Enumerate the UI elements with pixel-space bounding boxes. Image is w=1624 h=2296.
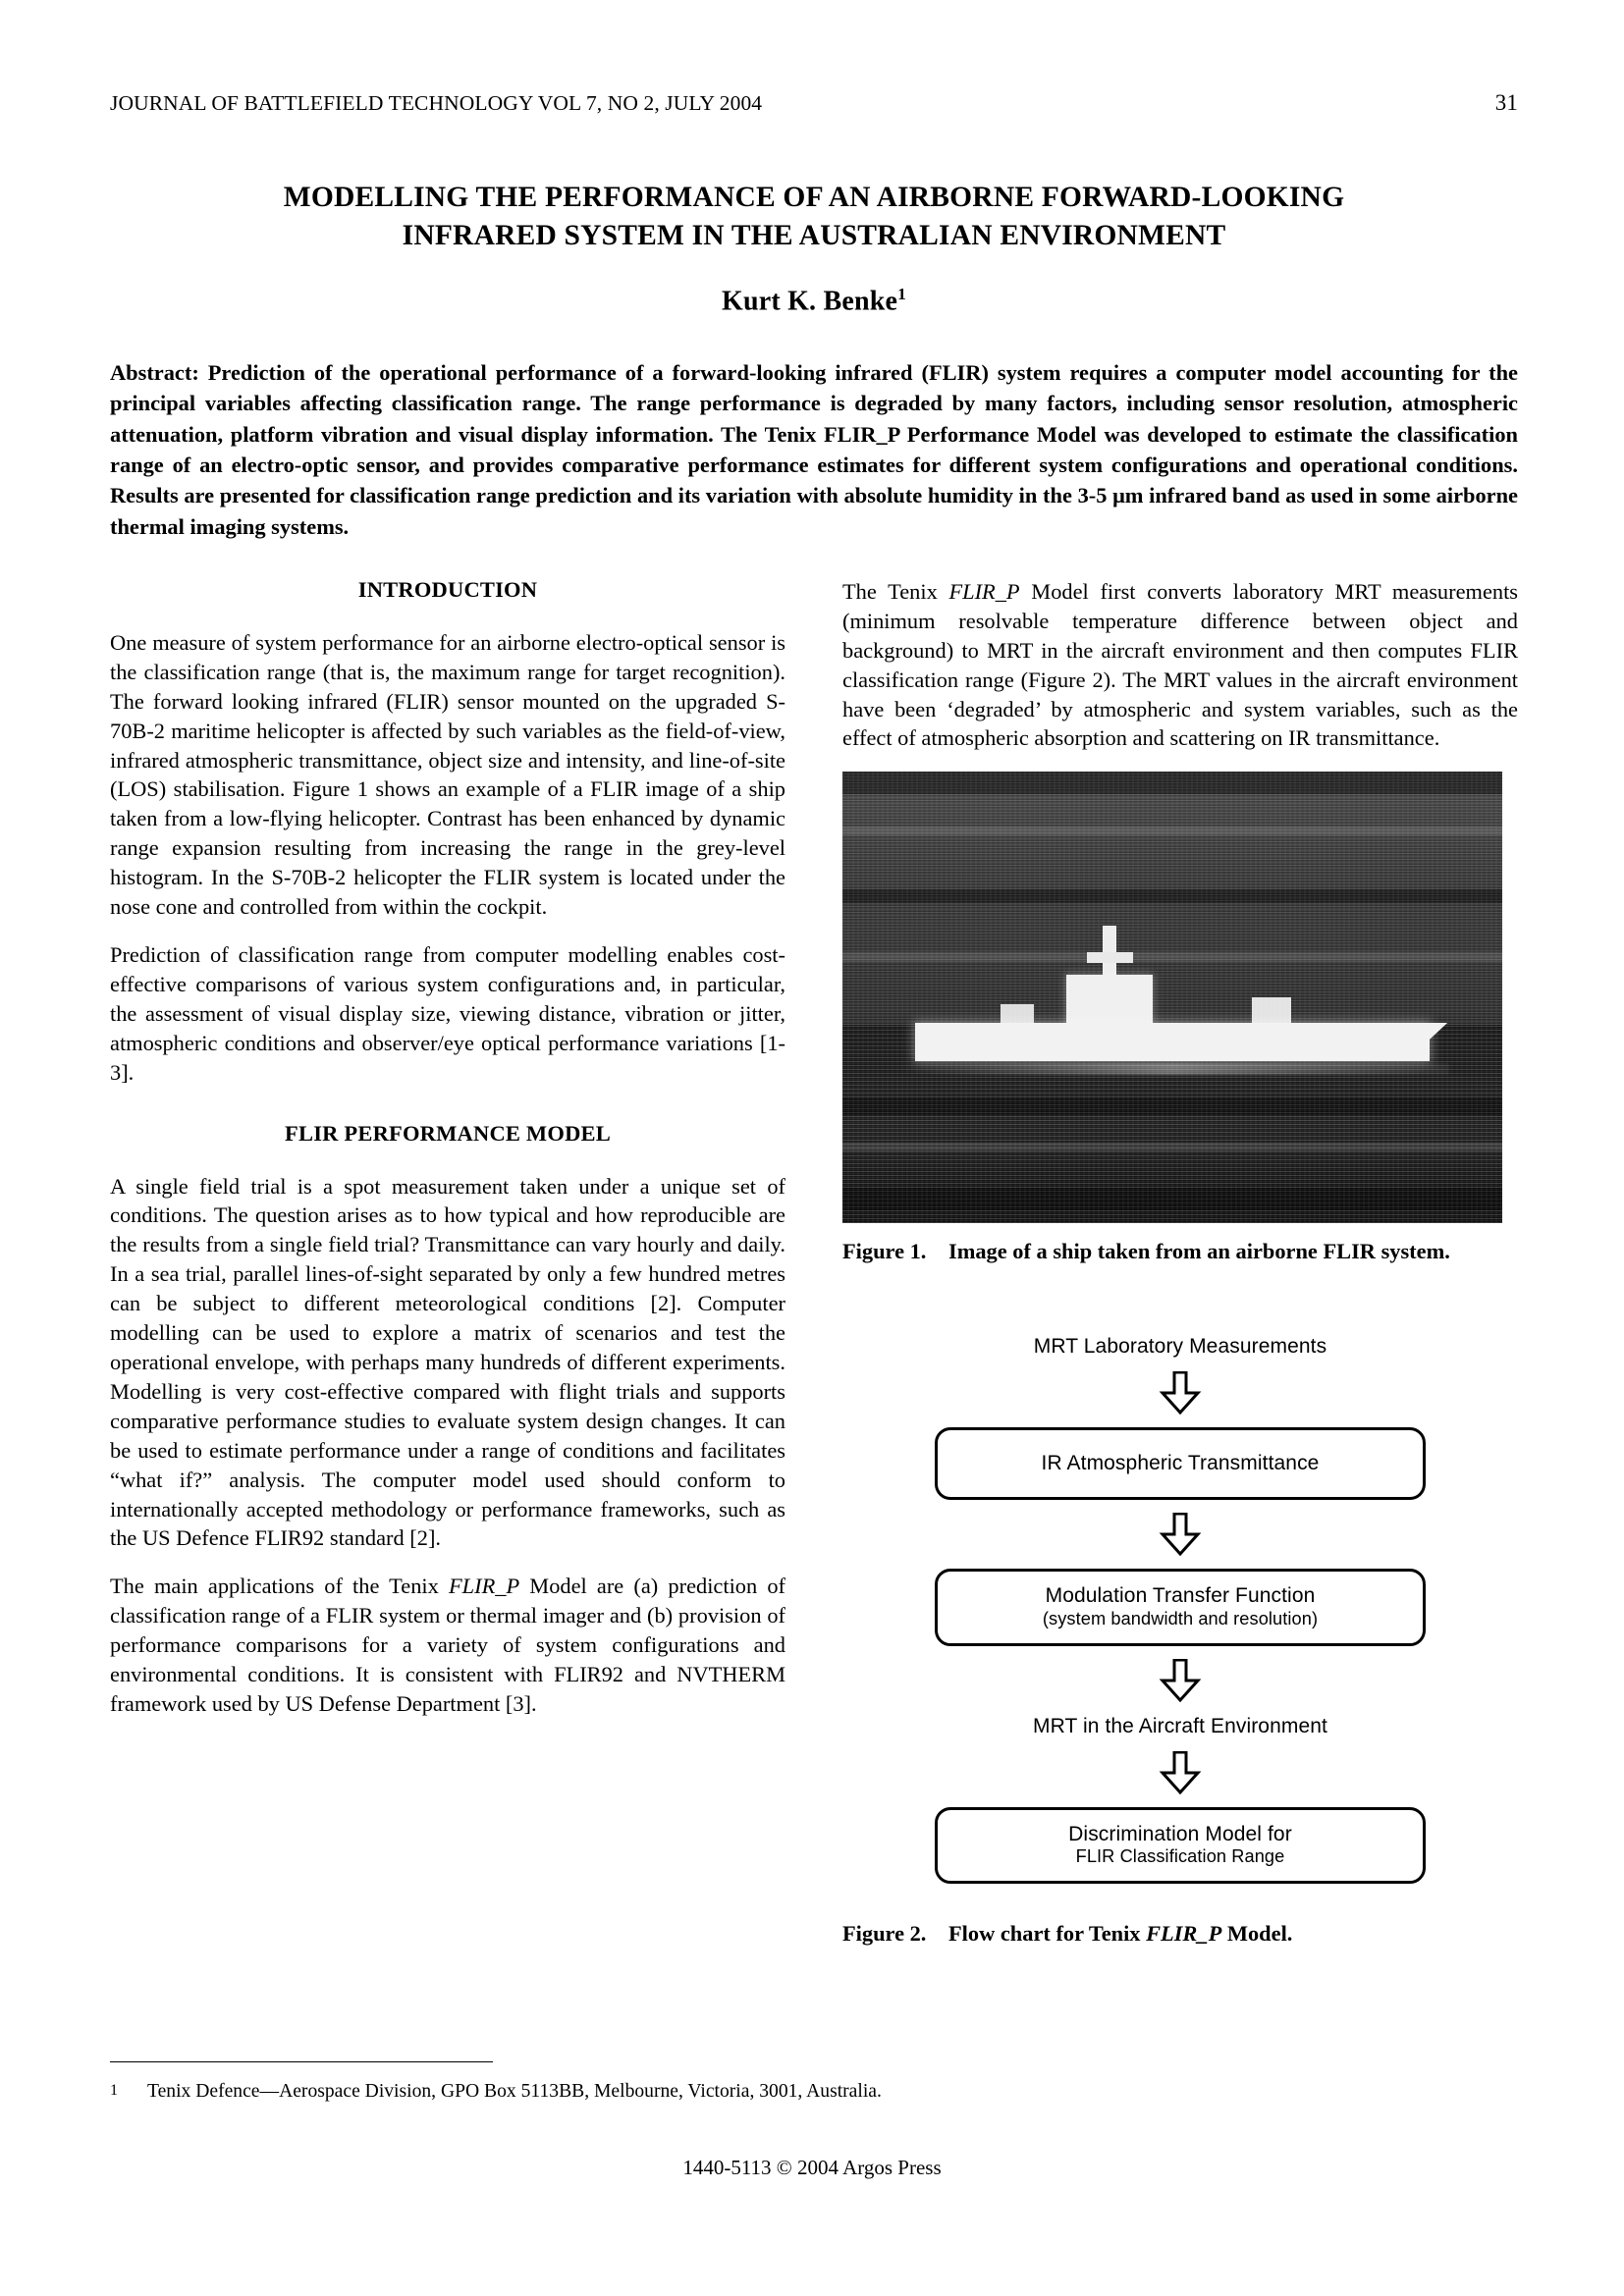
- footnote-text: Tenix Defence—Aerospace Division, GPO Box 5113BB, Melbourne, Victoria, 3001, Australia.: [147, 2081, 882, 2102]
- left-column: [110, 577, 785, 1948]
- author-byline: [110, 285, 1518, 317]
- paragraph-model-2: [110, 1572, 785, 1719]
- running-head: [110, 90, 1518, 116]
- author-name: Kurt K. Benke: [721, 286, 898, 317]
- author-affiliation-marker: 1: [897, 285, 907, 304]
- paragraph-model-1: A single field trial is a spot measurement taken under a unique set of conditions. The question arises as to how typical and how reproducible are the results from a single field trial? Transmittance can vary hourly and daily. In a sea trial, parallel lines-of-sight separated by only a few hundred metres can be subject to different meteorological conditions [2]. Computer modelling can be used to explore a matrix of scenarios and test the operational envelope, with perhaps many hundreds of different experiments. Modelling is very cost-effective compared with flight trials and supports comparative performance studies to evaluate system design changes. It can be used to estimate performance under a range of conditions and facilitates “what if?” analysis. The computer model used should conform to internationally accepted methodology or performance frameworks, such as the US Defence FLIR92 standard [2].: [110, 1173, 785, 1551]
- flow-node-ir-transmittance: [935, 1427, 1426, 1501]
- right-column: [842, 577, 1518, 1948]
- flow-node-discrimination-label: Discrimination Model for: [1068, 1822, 1292, 1845]
- footnote: [110, 2079, 1518, 2104]
- flir-ship-image: [842, 772, 1502, 1223]
- figure-1-caption-text: Image of a ship taken from an airborne FLIR system.: [948, 1239, 1450, 1264]
- flow-node-discrimination-sublabel: FLIR Classification Range: [1075, 1846, 1285, 1867]
- figure-2-caption-part-a: Flow chart for Tenix: [948, 1920, 1147, 1946]
- section-heading-introduction: INTRODUCTION: [357, 576, 538, 602]
- page-footer: 1440-5113 © 2004 Argos Press: [682, 2156, 942, 2179]
- section-heading-flir-performance-model: FLIR PERFORMANCE MODEL: [285, 1120, 611, 1146]
- paragraph-intro-2: Prediction of classification range from computer modelling enables cost-effective comparisons of various system configurations and, in particular, the assessment of visual display size, viewing distance, vibration or jitter, atmospheric conditions and observer/eye optical performance variations [1-3].: [110, 942, 785, 1085]
- down-block-arrow-icon: [1158, 1371, 1203, 1415]
- down-block-arrow-icon: [1158, 1513, 1203, 1556]
- figure-1-label: Figure 1.: [842, 1239, 927, 1264]
- figure-2-caption: [842, 1919, 1518, 1948]
- figure-2-caption-text: [948, 1919, 1518, 1948]
- figure-2-flowchart: [842, 1335, 1518, 1884]
- flow-node-mrt-lab: MRT Laboratory Measurements: [1033, 1334, 1327, 1358]
- figure-2-caption-part-b: Model.: [1221, 1920, 1293, 1946]
- paragraph-model-2-part-b: Model are (a) prediction of classification range of a FLIR system or thermal imager and (b) provision of performance comparisons for a variety of system configurations and environmental conditions. It is consistent with FLIR92 and NVTHERM framework used by US Defense Department [3].: [110, 1574, 786, 1716]
- abstract: Abstract: Prediction of the operational performance of a forward-looking infrared (FLIR) system requires a computer model accounting for the principal variables affecting classification range. The range performance is degraded by many factors, including sensor resolution, atmospheric attenuation, platform vibration and visual display information. The Tenix FLIR_P Performance Model was developed to estimate the classification range of an electro-optic sensor, and provides comparative performance estimates for different system configurations and operational conditions. Results are presented for classification range prediction and its variation with absolute humidity in the 3-5 μm infrared band as used in some airborne thermal imaging systems.: [110, 359, 1518, 539]
- paragraph-model-2-part-a: The main applications of the Tenix: [110, 1574, 449, 1599]
- title-line-2: INFRARED SYSTEM IN THE AUSTRALIAN ENVIRONMENT: [402, 220, 1226, 252]
- flir-sensor-noise: [842, 772, 1502, 1223]
- title-line-1: MODELLING THE PERFORMANCE OF AN AIRBORNE FORWARD-LOOKING: [283, 182, 1345, 213]
- flow-node-ir-transmittance-label: IR Atmospheric Transmittance: [1041, 1451, 1320, 1474]
- body-columns: [110, 577, 1518, 1948]
- flow-node-discrimination: [935, 1807, 1426, 1884]
- flow-node-mtf-label: Modulation Transfer Function: [1045, 1584, 1316, 1608]
- paragraph-right-1: [842, 577, 1518, 753]
- page-number: 31: [1494, 90, 1518, 115]
- journal-reference: JOURNAL OF BATTLEFIELD TECHNOLOGY VOL 7, NO 2, JULY 2004: [110, 91, 763, 115]
- figure-2-label: Figure 2.: [842, 1920, 927, 1946]
- figure-1-caption: [842, 1237, 1518, 1265]
- figure-1: [842, 772, 1518, 1265]
- model-name-italic: FLIR_P: [1146, 1920, 1222, 1946]
- footnote-separator-rule: [110, 2061, 493, 2062]
- down-block-arrow-icon: [1158, 1659, 1203, 1702]
- down-block-arrow-icon: [1158, 1751, 1203, 1794]
- flow-node-mrt-aircraft: MRT in the Aircraft Environment: [1033, 1714, 1327, 1737]
- flow-node-mtf-sublabel: (system bandwidth and resolution): [1042, 1609, 1319, 1629]
- footnote-marker: 1: [110, 2082, 118, 2099]
- paragraph-right-1-part-a: The Tenix: [842, 578, 949, 604]
- page-title: [110, 179, 1518, 255]
- paragraph-right-1-part-b: Model first converts laboratory MRT measurements (minimum resolvable temperature difference between object and background) to MRT in the aircraft environment and then computes FLIR classification range (Figure 2). The MRT values in the aircraft environment have been ‘degraded’ by atmospheric and system variables, such as the effect of atmospheric absorption and scattering on IR transmittance.: [842, 578, 1519, 751]
- model-name-italic: FLIR_P: [948, 578, 1020, 604]
- model-name-italic: FLIR_P: [449, 1574, 520, 1599]
- flow-node-mtf: [935, 1569, 1426, 1645]
- paragraph-intro-1: One measure of system performance for an airborne electro-optical sensor is the classification range (that is, the maximum range for target recognition). The forward looking infrared (FLIR) sensor mounted on the upgraded S-70B-2 maritime helicopter is affected by such variables as the field-of-view, infrared atmospheric transmittance, object size and intensity, and line-of-site (LOS) stabilisation. Figure 1 shows an example of a FLIR image of a ship taken from a low-flying helicopter. Contrast has been enhanced by dynamic range expansion resulting from increasing the range in the grey-level histogram. In the S-70B-2 helicopter the FLIR system is located under the nose cone and controlled from within the cockpit.: [110, 629, 785, 920]
- page-content: [110, 90, 1518, 1948]
